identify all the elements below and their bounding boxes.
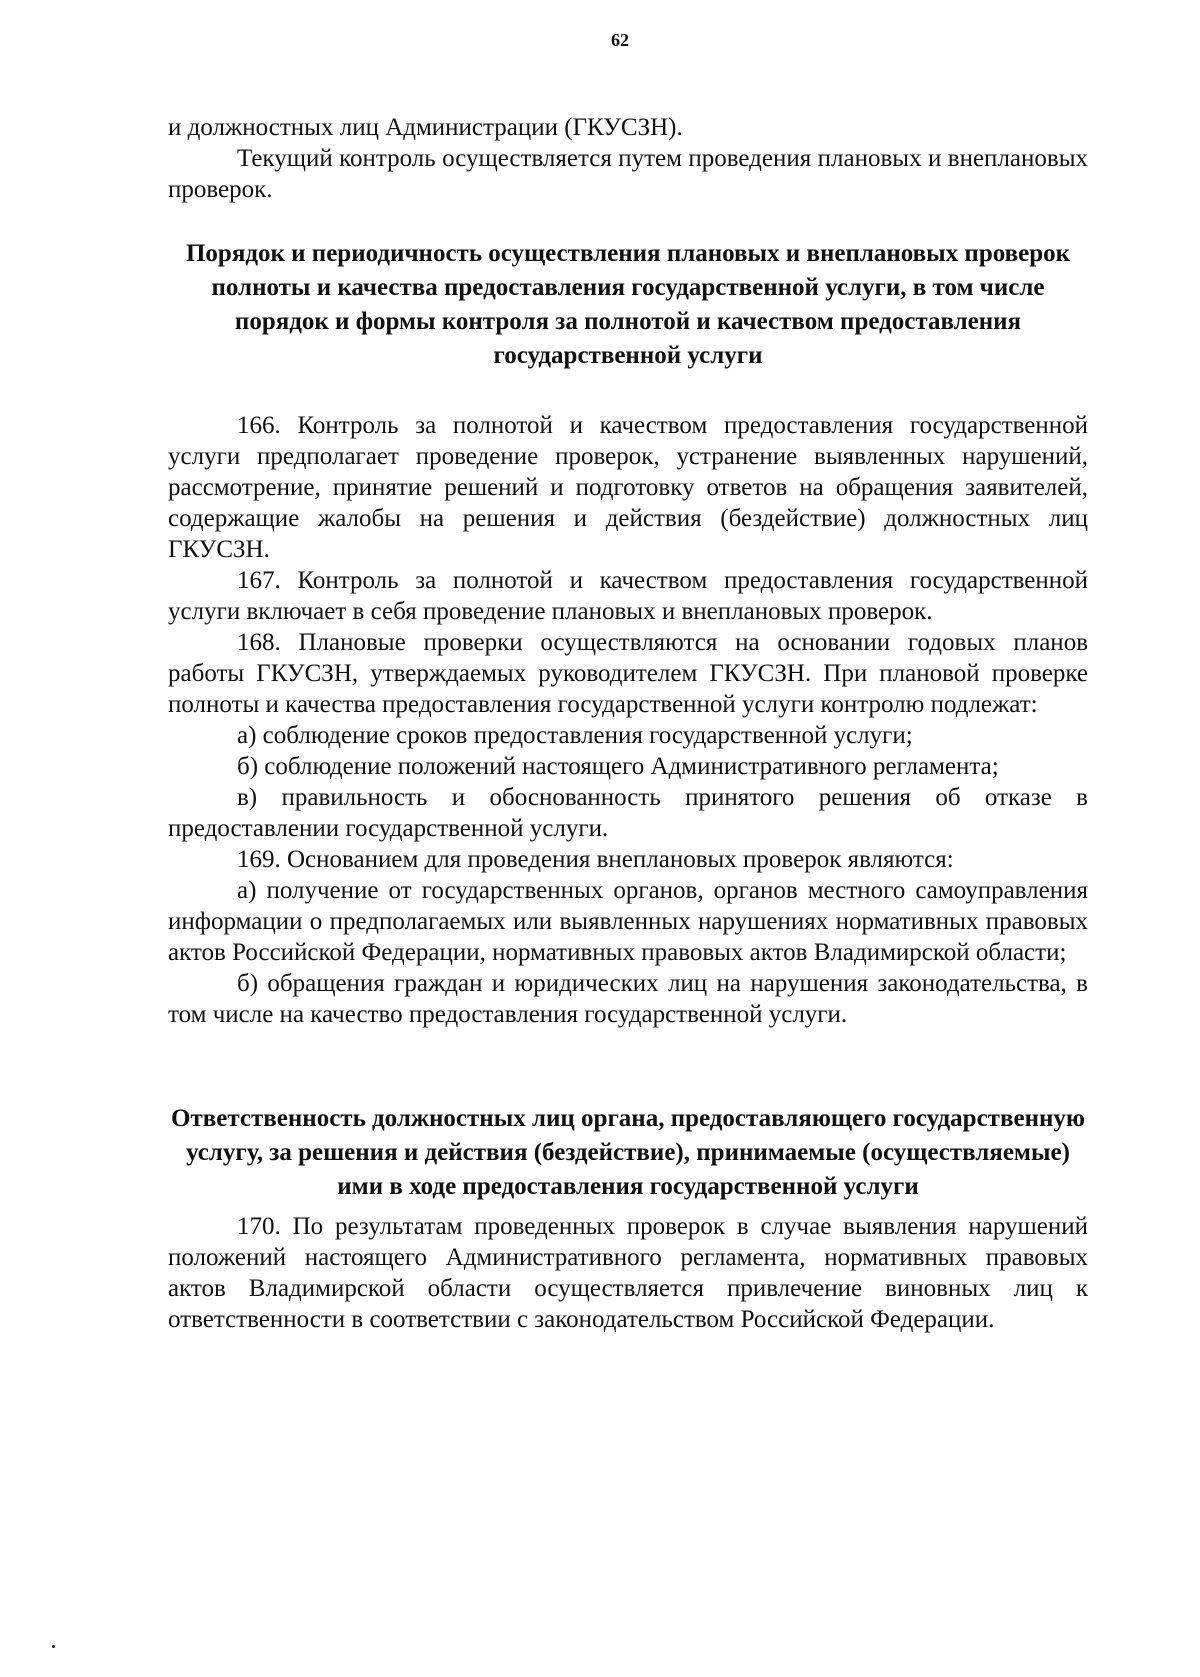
item-166 xyxy=(168,410,1088,565)
item-168 xyxy=(168,627,1088,720)
section-heading-inspections: Порядок и периодичность осуществления плановых и внеплановых проверок полноты и качества предоставления государственной услуги, в том числе порядок и формы контроля за полнотой и качеством предоставления государственной услуги xyxy=(185,240,1071,369)
document-body xyxy=(168,112,1088,1335)
item-text: По результатам проведенных проверок в случае выявления нарушений положений настоящего Административного регламента, нормативных правовых актов Владимирской области осуществляется привлечение виновных лиц к ответственности в соответствии с законодательством Российской Федерации. xyxy=(168,1213,1089,1333)
item-168-sub-a: а) соблюдение сроков предоставления государственной услуги; xyxy=(237,722,913,749)
item-167 xyxy=(168,565,1088,627)
item-169-sub-b: б) обращения граждан и юридических лиц на нарушения законодательства, в том числе на качество предоставления государственной услуги. xyxy=(168,970,1088,1028)
section-heading-responsibility: Ответственность должностных лиц органа, предоставляющего государственную услугу, за решения и действия (бездействие), принимаемые (осуществляемые) ими в ходе предоставления государственной услуги xyxy=(171,1105,1085,1200)
item-text: Плановые проверки осуществляются на основании годовых планов работы ГКУСЗН, утверждаемых руководителем ГКУСЗН. При плановой проверке полноты и качества предоставления государственной услуги контролю подлежат: xyxy=(168,629,1088,718)
item-number: 166. xyxy=(237,412,281,439)
item-168-sub-b: б) соблюдение положений настоящего Административного регламента; xyxy=(237,753,999,780)
item-number: 170. xyxy=(237,1213,281,1240)
page-number: 62 xyxy=(611,30,629,50)
item-text: Контроль за полнотой и качеством предоставления государственной услуги включает в себя проведение плановых и внеплановых проверок. xyxy=(168,567,1089,625)
item-number: 169. xyxy=(237,846,281,873)
item-text: Основанием для проведения внеплановых проверок являются: xyxy=(287,846,954,873)
item-170 xyxy=(168,1211,1088,1335)
scan-speck xyxy=(52,1645,55,1648)
item-169-sub-a: а) получение от государственных органов, органов местного самоуправления информации о предполагаемых или выявленных нарушениях нормативных правовых актов Российской Федерации, нормативных правовых актов Владимирской области; xyxy=(168,877,1088,966)
item-text: Контроль за полнотой и качеством предоставления государственной услуги предполагает проведение проверок, устранение выявленных нарушений, рассмотрение, принятие решений и подготовку ответов на обращения заявителей, содержащие жалобы на решения и действия (бездействие) должностных лиц ГКУСЗН. xyxy=(168,412,1089,563)
item-169 xyxy=(168,844,1088,875)
opening-line: и должностных лиц Администрации (ГКУСЗН). xyxy=(168,114,683,141)
item-168-sub-c: в) правильность и обоснованность принятого решения об отказе в предоставлении государственной услуги. xyxy=(168,784,1088,842)
current-control-paragraph: Текущий контроль осуществляется путем проведения плановых и внеплановых проверок. xyxy=(168,145,1088,203)
item-number: 168. xyxy=(237,629,281,656)
item-number: 167. xyxy=(237,567,281,594)
